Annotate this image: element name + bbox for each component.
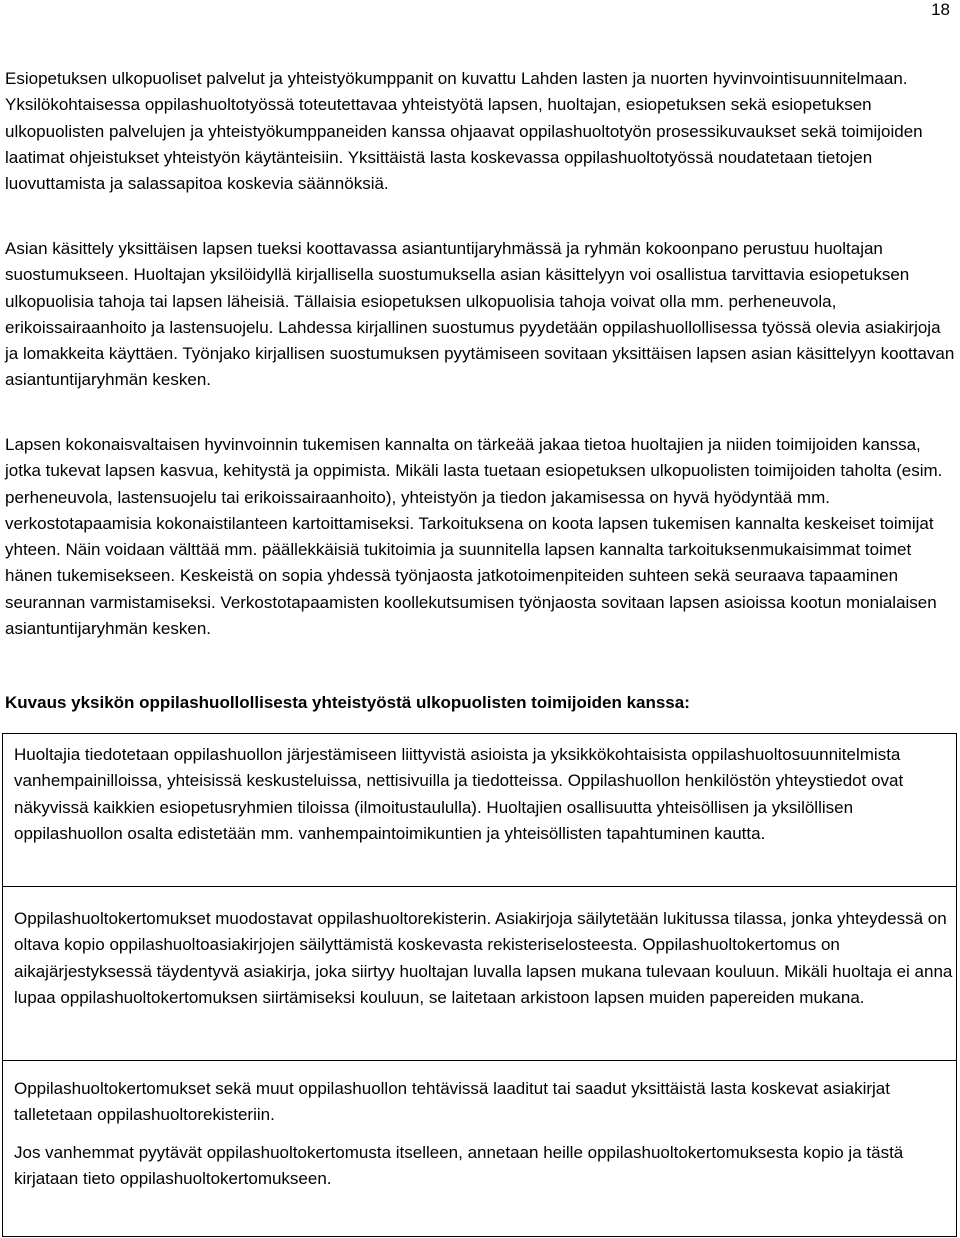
table-row xyxy=(3,734,957,887)
table-row xyxy=(3,1061,957,1237)
table-cell-records xyxy=(3,1061,957,1237)
table-row xyxy=(3,887,957,1061)
description-table xyxy=(2,733,957,1237)
table-cell-guardian-info xyxy=(3,734,957,887)
section-heading: Kuvaus yksikön oppilashuollollisesta yhteistyöstä ulkopuolisten toimijoiden kanssa: xyxy=(5,693,690,712)
page-number: 18 xyxy=(931,0,950,19)
cell-text: Jos vanhemmat pyytävät oppilashuoltokertomusta itselleen, annetaan heille oppilashuoltokertomuksesta kopio ja tästä kirjataan tieto oppilashuoltokertomukseen. xyxy=(14,1142,904,1188)
paragraph-information-sharing: Lapsen kokonaisvaltaisen hyvinvoinnin tukemisen kannalta on tärkeää jakaa tietoa huoltajien ja niiden toimijoiden kanssa, jotka tukevat lapsen kasvua, kehitystä ja oppimista. Mikäli lasta tuetaan esiopetuksen ulkopuolisten toimijoiden taholta (esim. perheneuvola, lastensuojelu tai erikoissairaanhoito), yhteistyön ja tiedon jakamisessa on hyvä hyödyntää mm. verkostotapaamisia kokonaistilanteen kartoittamiseksi. Tarkoituksena on koota lapsen tukemisen kannalta keskeiset toimijat yhteen. Näin voidaan välttää mm. päällekkäisiä tukitoimia ja suunnitella lapsen kannalta tarkoituksenmukaisimmat toimet hänen tukemisekseen. Keskeistä on sopia yhdessä työnjaosta jatkotoimenpiteiden suhteen sekä seuraava tapaaminen seurannan varmistamiseksi. Verkostotapaamisten koollekutsumisen työnjaosta sovitaan lapsen asioissa kootun monialaisen asiantuntijaryhmän kesken. xyxy=(5,435,943,639)
cell-text: Oppilashuoltokertomukset sekä muut oppilashuollon tehtävissä laaditut tai saadut yksittäistä lasta koskevat asiakirjat talletetaan oppilashuoltorekisteriin. xyxy=(14,1079,890,1125)
paragraph-expert-group-consent: Asian käsittely yksittäisen lapsen tueksi koottavassa asiantuntijaryhmässä ja ryhmän kokoonpano perustuu huoltajan suostumukseen. Huoltajan yksilöidyllä kirjallisella suostumuksella asian käsittelyyn voi osallistua tarvittavia esiopetuksen ulkopuolisia tahoja tai lapsen läheisiä. Tällaisia esiopetuksen ulkopuolisia tahoja voivat olla mm. perheneuvola, erikoissairaanhoito ja lastensuojelu. Lahdessa kirjallinen suostumus pyydetään oppilashuollollisessa työssä olevia asiakirjoja ja lomakkeita käyttäen. Työnjako kirjallisen suostumuksen pyytämiseen sovitaan yksittäisen lapsen asian käsittelyyn koottavan asiantuntijaryhmän kesken. xyxy=(5,239,955,390)
cell-text: Huoltajia tiedotetaan oppilashuollon järjestämiseen liittyvistä asioista ja yksikkökohtaisista oppilashuoltosuunnitelmista vanhempainilloissa, yhteisissä keskusteluissa, nettisivuilla ja tiedotteissa. Oppilashuollon henkilöstön yhteystiedot ovat näkyvissä kaikkien esiopetusryhmien tiloissa (ilmoitustaululla). Huoltajien osallisuutta yhteisöllisen ja yksilöllisen oppilashuollon osalta edistetään mm. vanhempaintoimikuntien ja yhteisöllisten tapahtuminen kautta. xyxy=(14,745,904,843)
paragraph-external-services: Esiopetuksen ulkopuoliset palvelut ja yhteistyökumppanit on kuvattu Lahden lasten ja nuorten hyvinvointisuunnitelmaan. Yksilökohtaisessa oppilashuoltotyössä toteutettavaa yhteistyötä lapsen, huoltajan, esiopetuksen sekä esiopetuksen ulkopuolisten palvelujen ja yhteistyökumppaneiden kanssa ohjaavat oppilashuoltotyön prosessikuvaukset sekä toimijoiden laatimat ohjeistukset yhteistyön käytänteisiin. Yksittäistä lasta koskevassa oppilashuoltotyössä noudatetaan tietojen luovuttamista ja salassapitoa koskevia säännöksiä. xyxy=(5,69,923,194)
cell-text: Oppilashuoltokertomukset muodostavat oppilashuoltorekisterin. Asiakirjoja säilytetään lukitussa tilassa, jonka yhteydessä on oltava kopio oppilashuoltoasiakirjojen säilyttämistä koskevasta rekisteriselosteesta. Oppilashuoltokertomus on aikajärjestyksessä täydentyvä asiakirja, joka siirtyy huoltajan luvalla lapsen mukana tulevaan kouluun. Mikäli huoltaja ei anna lupaa oppilashuoltokertomuksen siirtämiseksi kouluun, se laitetaan arkistoon lapsen muiden papereiden mukana. xyxy=(14,909,953,1007)
table-cell-registry xyxy=(3,887,957,1061)
